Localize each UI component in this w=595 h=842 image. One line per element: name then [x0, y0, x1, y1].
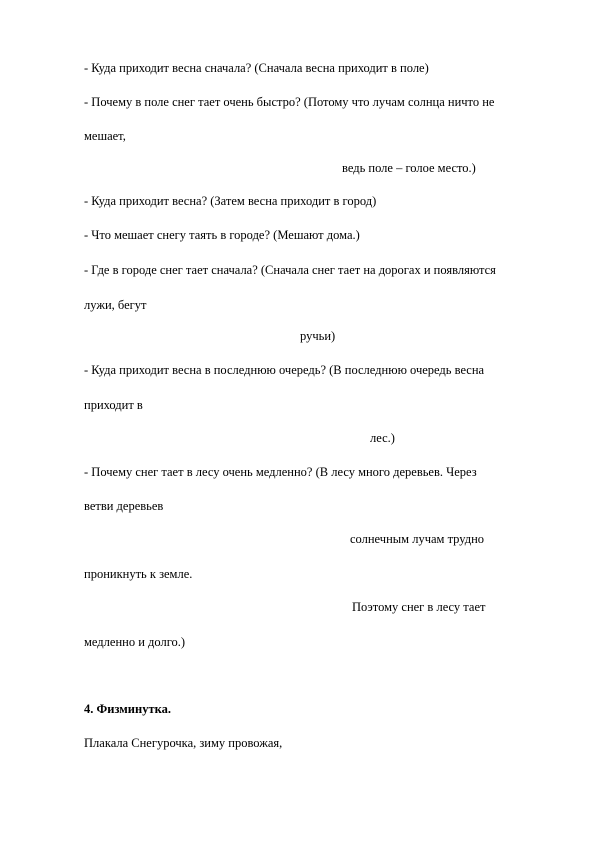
text-line-question-5-cont: лужи, бегут	[84, 298, 147, 312]
text-line-question-5-answer-end: ручьи)	[300, 329, 336, 343]
text-line-question-2-answer-end: ведь поле – голое место.)	[342, 161, 476, 175]
text-line-question-7-answer-part-3: Поэтому снег в лесу тает	[352, 600, 486, 614]
text-line-question-3: - Куда приходит весна? (Затем весна приходит в город)	[84, 194, 377, 208]
text-line-question-1: - Куда приходит весна сначала? (Сначала весна приходит в поле)	[84, 61, 429, 75]
text-line-question-2: - Почему в поле снег тает очень быстро? (Потому что лучам солнца ничто не	[84, 95, 495, 109]
text-line-question-2-cont: мешает,	[84, 129, 126, 143]
text-line-question-4: - Что мешает снегу таять в городе? (Мешают дома.)	[84, 228, 360, 242]
section-heading: 4. Физминутка.	[84, 702, 171, 716]
text-line-question-5: - Где в городе снег тает сначала? (Сначала снег тает на дорогах и появляются	[84, 263, 496, 277]
text-line-question-7-answer-part-2: проникнуть к земле.	[84, 567, 193, 581]
text-line-question-6: - Куда приходит весна в последнюю очередь? (В последнюю очередь весна	[84, 363, 485, 377]
text-line-question-6-cont: приходит в	[84, 398, 143, 412]
text-line-question-7: - Почему снег тает в лесу очень медленно? (В лесу много деревьев. Через	[84, 465, 477, 479]
text-line-question-6-answer-end: лес.)	[370, 431, 395, 445]
text-line-question-7-answer-part-4: медленно и долго.)	[84, 635, 186, 649]
poem-line: Плакала Снегурочка, зиму провожая,	[84, 736, 283, 750]
text-line-question-7-answer-part-1: солнечным лучам трудно	[350, 532, 485, 546]
text-line-question-7-cont: ветви деревьев	[84, 499, 164, 513]
